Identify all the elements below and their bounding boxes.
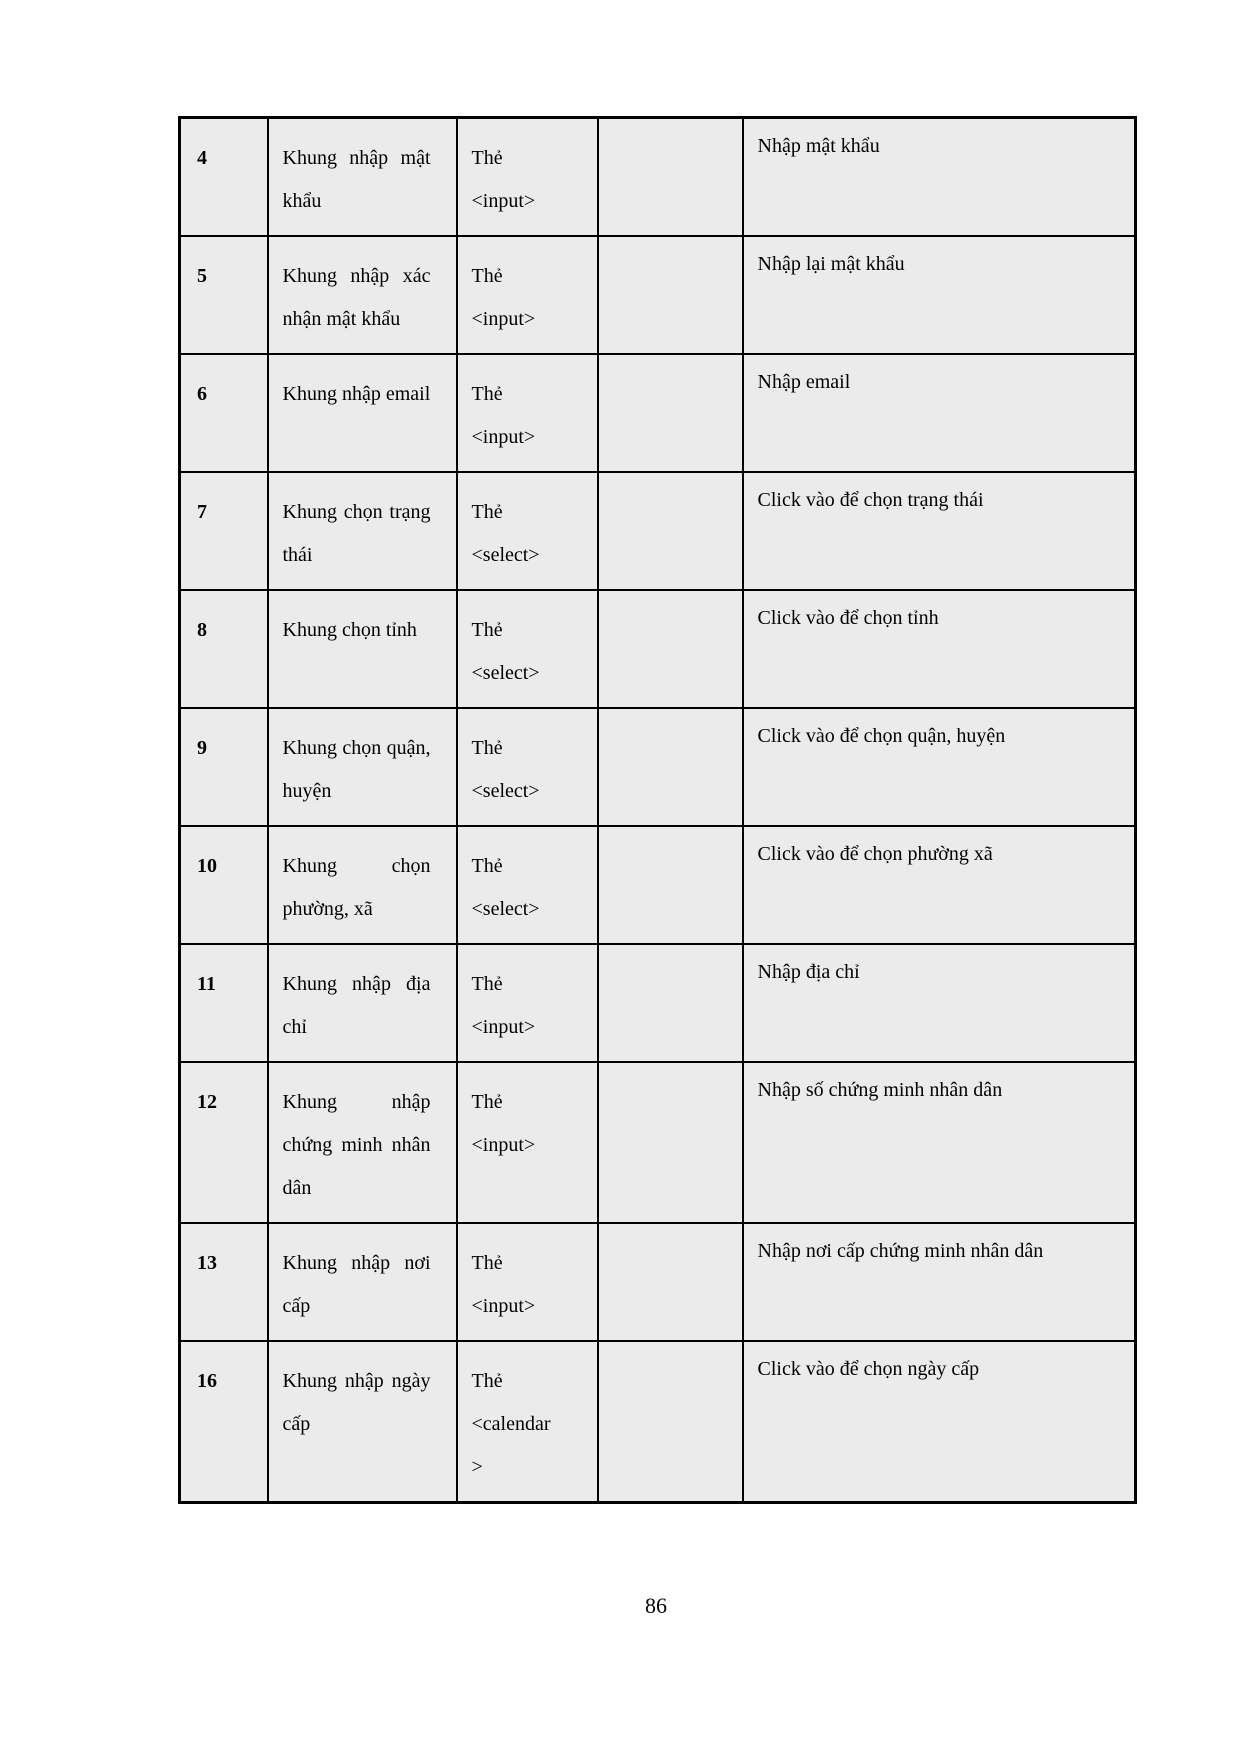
cell-description: [268, 1223, 457, 1341]
table-row: [180, 826, 1136, 944]
row-number-text: 12: [197, 1091, 217, 1113]
table-row: [180, 472, 1136, 590]
action-text: Click vào để chọn quận, huyện: [757, 725, 1006, 747]
row-number-text: 4: [197, 147, 207, 169]
cell-action: [743, 472, 1136, 590]
table-row: [180, 118, 1136, 237]
cell-action: [743, 118, 1136, 237]
ui-elements-table: [178, 116, 1137, 1504]
cell-description: [268, 590, 457, 708]
row-number-text: 7: [197, 501, 207, 523]
cell-row-number: [180, 354, 268, 472]
description-text: Khung nhập xác nhận mật khẩu: [282, 265, 431, 330]
table-body: [180, 118, 1136, 1503]
cell-description: [268, 1062, 457, 1223]
cell-description: [268, 118, 457, 237]
html-tag-text: Thẻ <select>: [471, 855, 540, 920]
cell-action: [743, 590, 1136, 708]
cell-empty: [598, 826, 743, 944]
description-text: Khung nhập mật khẩu: [282, 147, 431, 212]
row-number-text: 13: [197, 1252, 217, 1274]
html-tag-text: Thẻ <input>: [471, 147, 536, 212]
cell-action: [743, 826, 1136, 944]
cell-row-number: [180, 826, 268, 944]
cell-row-number: [180, 118, 268, 237]
table-row: [180, 708, 1136, 826]
description-text: Khung chọn tỉnh: [282, 619, 417, 641]
cell-html-tag: [457, 118, 598, 237]
table-row: [180, 354, 1136, 472]
row-number-text: 8: [197, 619, 207, 641]
cell-row-number: [180, 1223, 268, 1341]
html-tag-text: Thẻ <input>: [471, 383, 536, 448]
cell-row-number: [180, 236, 268, 354]
description-text: Khung chọn trạng thái: [282, 501, 431, 566]
cell-action: [743, 1341, 1136, 1503]
cell-description: [268, 708, 457, 826]
cell-html-tag: [457, 944, 598, 1062]
cell-empty: [598, 944, 743, 1062]
cell-action: [743, 944, 1136, 1062]
html-tag-text: Thẻ <input>: [471, 973, 536, 1038]
cell-description: [268, 826, 457, 944]
row-number-text: 6: [197, 383, 207, 405]
cell-row-number: [180, 1062, 268, 1223]
table-row: [180, 590, 1136, 708]
cell-action: [743, 1223, 1136, 1341]
html-tag-text: Thẻ <calendar>: [471, 1370, 551, 1478]
action-text: Click vào để chọn phường xã: [757, 843, 993, 865]
row-number-text: 11: [197, 973, 216, 995]
page-number: 86: [645, 1593, 667, 1618]
cell-row-number: [180, 472, 268, 590]
table-row: [180, 236, 1136, 354]
cell-action: [743, 1062, 1136, 1223]
html-tag-text: Thẻ <input>: [471, 265, 536, 330]
row-number-text: 9: [197, 737, 207, 759]
action-text: Click vào để chọn tỉnh: [757, 607, 939, 629]
cell-empty: [598, 118, 743, 237]
description-text: Khung nhập chứng minh nhân dân: [282, 1091, 431, 1199]
cell-empty: [598, 354, 743, 472]
description-text: Khung nhập nơi cấp: [282, 1252, 431, 1317]
cell-empty: [598, 1341, 743, 1503]
cell-description: [268, 472, 457, 590]
html-tag-text: Thẻ <select>: [471, 501, 540, 566]
description-text: Khung nhập ngày cấp: [282, 1370, 431, 1435]
html-tag-text: Thẻ <select>: [471, 737, 540, 802]
cell-row-number: [180, 708, 268, 826]
table-row: [180, 1341, 1136, 1503]
cell-html-tag: [457, 472, 598, 590]
cell-html-tag: [457, 1223, 598, 1341]
html-tag-text: Thẻ <input>: [471, 1252, 536, 1317]
row-number-text: 10: [197, 855, 217, 877]
cell-empty: [598, 1062, 743, 1223]
cell-empty: [598, 236, 743, 354]
html-tag-text: Thẻ <select>: [471, 619, 540, 684]
cell-html-tag: [457, 590, 598, 708]
action-text: Click vào để chọn trạng thái: [757, 489, 984, 511]
cell-html-tag: [457, 354, 598, 472]
cell-html-tag: [457, 1062, 598, 1223]
cell-html-tag: [457, 826, 598, 944]
table-row: [180, 1223, 1136, 1341]
row-number-text: 16: [197, 1370, 217, 1392]
cell-empty: [598, 472, 743, 590]
cell-action: [743, 708, 1136, 826]
cell-html-tag: [457, 708, 598, 826]
action-text: Nhập số chứng minh nhân dân: [757, 1079, 1003, 1101]
cell-action: [743, 354, 1136, 472]
cell-description: [268, 354, 457, 472]
cell-row-number: [180, 1341, 268, 1503]
cell-description: [268, 944, 457, 1062]
cell-row-number: [180, 944, 268, 1062]
cell-row-number: [180, 590, 268, 708]
action-text: Nhập lại mật khẩu: [757, 253, 905, 275]
html-tag-text: Thẻ <input>: [471, 1091, 536, 1156]
description-text: Khung nhập địa chỉ: [282, 973, 431, 1038]
cell-html-tag: [457, 236, 598, 354]
cell-empty: [598, 590, 743, 708]
action-text: Nhập nơi cấp chứng minh nhân dân: [757, 1240, 1044, 1262]
description-text: Khung chọn quận, huyện: [282, 737, 431, 802]
table-row: [180, 944, 1136, 1062]
description-text: Khung chọn phường, xã: [282, 855, 431, 920]
cell-empty: [598, 708, 743, 826]
cell-description: [268, 236, 457, 354]
cell-empty: [598, 1223, 743, 1341]
action-text: Click vào để chọn ngày cấp: [757, 1358, 980, 1380]
table-row: [180, 1062, 1136, 1223]
cell-html-tag: [457, 1341, 598, 1503]
row-number-text: 5: [197, 265, 207, 287]
action-text: Nhập địa chỉ: [757, 961, 860, 983]
description-text: Khung nhập email: [282, 383, 431, 405]
action-text: Nhập mật khẩu: [757, 135, 880, 157]
cell-description: [268, 1341, 457, 1503]
action-text: Nhập email: [757, 371, 851, 393]
cell-action: [743, 236, 1136, 354]
